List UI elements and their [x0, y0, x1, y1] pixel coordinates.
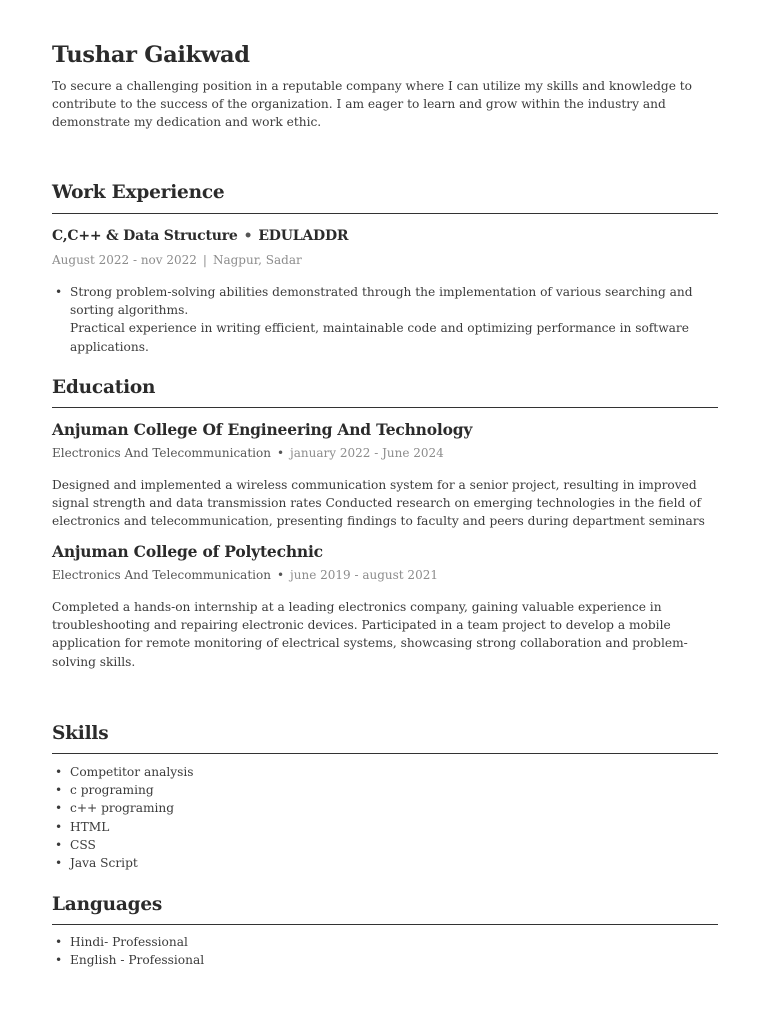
separator-dot: •: [243, 228, 253, 244]
list-item: • HTML: [52, 818, 718, 836]
section-divider: [52, 407, 718, 408]
list-item: • Competitor analysis: [52, 763, 718, 781]
education-dates: june 2019 - august 2021: [290, 568, 438, 582]
separator-dot: •: [276, 446, 285, 460]
job-bullet-line-1: • Strong problem-solving abilities demonstrated through the implementation of various searching and sorting algorithms.: [70, 285, 693, 318]
school-name: Anjuman College of Polytechnic: [52, 542, 323, 561]
list-item: • Java Script: [52, 854, 718, 872]
job-meta: [52, 253, 718, 267]
education-meta: [52, 568, 718, 582]
job-dates: August 2022 - nov 2022: [52, 253, 197, 267]
section-divider: [52, 213, 718, 214]
list-item: • CSS: [52, 836, 718, 854]
job-bullet-line-2: Practical experience in writing efficient, maintainable code and optimizing performance in software applications.: [70, 321, 689, 354]
list-item: • English - Professional: [52, 951, 718, 969]
separator-bar: |: [202, 253, 207, 267]
school-name: Anjuman College Of Engineering And Technology: [52, 420, 473, 439]
section-heading-skills: Skills: [52, 723, 109, 744]
job-location: Nagpur, Sadar: [212, 253, 302, 267]
job-bullets: [52, 283, 718, 356]
job-title-line: [52, 228, 718, 244]
education-meta: [52, 446, 718, 460]
section-heading-languages: Languages: [52, 894, 163, 915]
education-dates: january 2022 - June 2024: [290, 446, 444, 460]
languages-list: [52, 933, 718, 969]
section-divider: [52, 924, 718, 925]
job-company: EDULADDR: [258, 228, 349, 244]
list-item: [52, 283, 718, 356]
separator-dot: •: [276, 568, 285, 582]
education-description: Completed a hands-on internship at a leading electronics company, gaining valuable experience in troubleshooting and repairing electronic devices. Participated in a team project to develop a mobile application for remote monitoring of electrical systems, showcasing strong collaboration and problem-solving skills.: [52, 600, 688, 669]
list-item: • c programing: [52, 781, 718, 799]
list-item: • Hindi- Professional: [52, 933, 718, 951]
candidate-name: Tushar Gaikwad: [52, 42, 250, 68]
section-divider: [52, 753, 718, 754]
education-description: Designed and implemented a wireless communication system for a senior project, resulting in improved signal strength and data transmission rates Conducted research on emerging technologies in the field of electronics and telecommunication, presenting findings to faculty and peers during department seminars: [52, 478, 705, 529]
education-field: Electronics And Telecommunication: [52, 568, 271, 582]
education-field: Electronics And Telecommunication: [52, 446, 271, 460]
career-summary: To secure a challenging position in a reputable company where I can utilize my skills and knowledge to contribute to the success of the organization. I am eager to learn and grow within the industry and demonstrate my dedication and work ethic.: [52, 79, 693, 129]
section-heading-education: Education: [52, 377, 156, 398]
skills-list: [52, 763, 718, 872]
section-heading-work-experience: Work Experience: [52, 182, 225, 203]
list-item: • c++ programing: [52, 799, 718, 817]
job-role: C,C++ & Data Structure: [52, 228, 238, 244]
